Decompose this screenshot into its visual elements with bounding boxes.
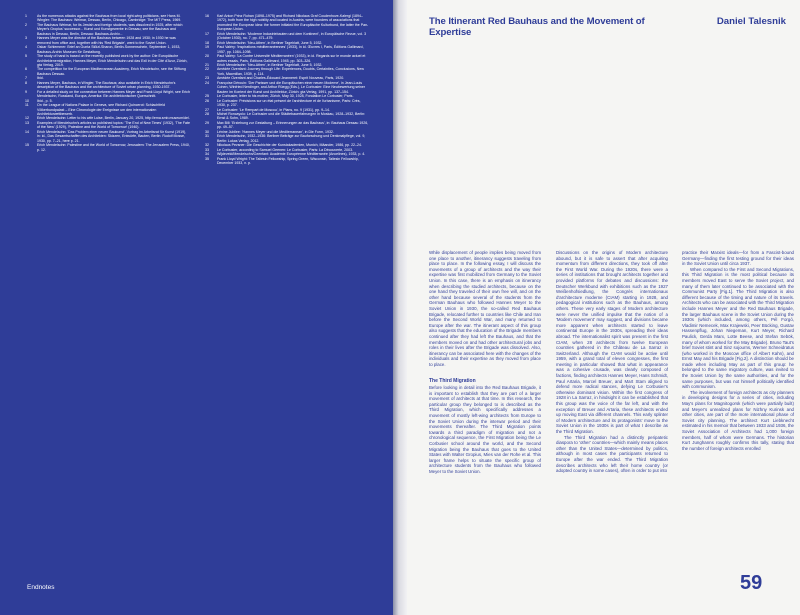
- endnote-number: 31: [205, 134, 209, 139]
- endnote-item: [205, 32, 370, 41]
- endnote-text: Paul Valéry: 'Inspirations méditerranéennes' (1933), in id. Œuvres I, Paris, Éditions Gallimard, 1957, pp. 1084–1098.: [217, 45, 364, 54]
- body-paragraph: While displacement of people implies being moved from one place to another, itinerancy suggests traveling from place to place. In the following essay, I will discuss the movements of a group of architects and the way their expertise was first mobilized from Germany to the Soviet Union. In this case, there is an emphasis on itinerancy when describing the studied architects, because on the one hand they traveled of their own free will, and on the other hand because several of the students from the German Bauhaus who followed Hannes Meyer to the Soviet Union in 1930, the so-called Red Bauhaus Brigade, relocated further to countries like Chile and Iran before the Second World War, and many returned to Europe after the war. The itinerant aspect of this group also suggests that the education of the Brigade members continued after they had left the Bauhaus, and that the members moved on and had other architectural jobs and roles in their lives after the Brigade was dissolved. Also, itinerancy can be associated here with the changes of the individuals and their expertise as they moved from place to place.: [429, 250, 541, 367]
- endnote-number: 13: [25, 120, 29, 125]
- endnote-number: 11: [25, 103, 29, 108]
- endnote-text: On the League of Nations Palace in Geneva, see Richard Quincerot: Schlachtfeld Völkerbundpalast – Eine Chronologie der Ereignisse um den internationalen Architekturwettbewerb.: [37, 103, 165, 116]
- endnote-number: 20: [205, 54, 209, 59]
- endnote-item: [25, 121, 190, 130]
- endnote-text: Le Corbusier, letter to his mother, Zürich, May 30, 1928, Fondation Le Corbusier, Paris.: [217, 94, 354, 99]
- section-heading: The Third Migration: [429, 378, 476, 385]
- endnote-number: 12: [25, 116, 29, 121]
- endnote-text: For a detailed study on the connection between Hannes Meyer and Frank Lloyd Wright, see Erich Mendelsohn, Russland, Europa, Amerika: Ein architektonischer Querschnitt.: [37, 89, 190, 99]
- endnote-item: [25, 45, 190, 54]
- endnote-item: [25, 54, 190, 67]
- endnote-item: [205, 134, 370, 143]
- article-title: The Itinerant Red Bauhaus and the Movement of Expertise: [429, 16, 645, 39]
- endnote-item: [205, 67, 370, 76]
- endnote-number: 33: [205, 147, 209, 152]
- endnotes-page: [0, 0, 393, 615]
- endnote-text: Erich Mendelsohn: 'Moderne Industriebauten und dem Kontinent', in Europäische Revue, vol. 3 (October 1930), no. 7, pp. 471–479.: [217, 31, 367, 41]
- endnote-number: 23: [205, 76, 209, 81]
- endnote-text: Wijdeveld/Mendelsohn/Ozenfant: Académie Européenne Méditerranée (Ancelines), 1933, p. 4.: [217, 152, 366, 157]
- endnote-text: The competition for the European Mediterranean Academy, Erich Mendelsohn, see the Stiftung Bauhaus Dessau.: [37, 67, 186, 76]
- endnote-item: [25, 14, 190, 23]
- endnotes-footer-label: Endnotes: [27, 584, 55, 591]
- endnote-text: Ibid., p. 5.: [37, 98, 53, 103]
- body-paragraph: The involvement of foreign architects as city planners in developing designs for a series of cities, including May's plans for Magnitogorsk (which were partially built) and Meyer's unrealized plans for Nizhny Kurinsk and other cities, are part of the more international phase of Soviet city planning. The architect Kurt Liebknecht estimated in his memoir that between 1933 and 1936, the Soviet Association of Architects had 1,000 foreign members, half of whom were Germans. The historian Kurt Junghanns roughly confirms this tally, stating that the number of foreign architects enrolled: [682, 389, 794, 451]
- endnote-number: 18: [205, 40, 209, 45]
- endnote-item: [25, 23, 190, 36]
- endnote-text: Nikolaus Pevsner: Die Geschichte der Kunstakademien, Munich, Mäander, 1986, pp. 22–24.: [217, 143, 362, 148]
- endnote-number: 14: [25, 129, 29, 134]
- endnote-number: 5: [25, 54, 27, 59]
- endnote-number: 16: [205, 14, 209, 18]
- endnote-text: Max Bill: 'Erziehung zur Gestaltung – Erinnerungen an das Bauhaus', in: Bauhaus Dessau 1926, pp. 49–57.: [217, 120, 369, 130]
- endnote-text: Michel Roncayolo: Le Corbusier und die Städtebauerfahrungen in Moskau, 1928–1932, Berlin: Ernst & Sohn, 1989.: [217, 111, 366, 121]
- endnote-text: Erich Mendelsohn: 'Das Problem einer neuen Baukunst', Vortrag im Arbeitsrat für Kunst (1919), in: id., Das Gesamtschaffen des Architekten: Skizzen, Entwürfe, Bauten, Berlin: Rudolf Mosse, 1930, pp. 7–21, here p. 21.: [37, 129, 187, 143]
- endnote-text: Frank Lloyd Wright: The Taliesin Fellowship, Spring Green, Wisconsin, Taliesin Fellowship, December 1933, n. p.: [217, 156, 359, 165]
- body-paragraph: practice their Marxist ideals—for from a Fascist-bound Germany—finding the first testing ground for their ideas in the Soviet Union until circa 1937.: [682, 250, 794, 267]
- article-author: Daniel Talesnik: [716, 16, 786, 27]
- endnote-number: 1: [25, 14, 27, 18]
- endnote-number: 24: [205, 80, 209, 85]
- endnote-item: [205, 112, 370, 121]
- endnote-text: Erich Mendelsohn: 'Neu-Athen', in Berliner Tageblatt, June 5, 1932.: [217, 62, 323, 67]
- endnote-text: The study of hand is based on the recently published work by the author: Die Europäische Architektenemigration, Hannes Meyer, Erich Mendelsohn und das Exil in der Cité d'Azur, Zürich, gta Verlag, 2019.: [37, 54, 188, 67]
- endnote-text: Paul Valéry: 'La Contre Université Méditerranéen' (1933), in id. Regards sur le monde actuel et autres essais, Paris, Éditions Gallimard, 1945, pp. 303–326.: [217, 54, 366, 63]
- endnote-number: 9: [25, 89, 27, 94]
- endnote-number: 4: [25, 45, 27, 50]
- endnote-item: [25, 81, 190, 90]
- article-column-2: [556, 250, 668, 474]
- endnote-number: 22: [205, 67, 209, 72]
- endnote-number: 6: [25, 67, 27, 72]
- section-paragraphs: [429, 385, 541, 475]
- endnote-text: Le Corbusier: 'Le Rempart de Moscou', in Plans, no. 9 (1931), pp. 9–14.: [217, 107, 330, 112]
- body-paragraph: The Third Migration had a distinctly peripatetic diaspora to 'other' countries—which mainly means places other than the United States—determined by politics, although in most cases the participants returned to Europe after the war ended. The Third Migration describes architects who left their home country (or adopted country in some cases), often in order to put into: [556, 434, 668, 474]
- body-paragraph: When compared to the First and Second Migrations, this Third Migration is the most political because its members moved East to serve the Soviet project, and many of them later continued to be associated with the Communist Party [Fig.1]. The Third Migration is also different because of the timing and nature of its travels. Architects who can be associated with the Third Migration include Hannes Meyer and the Red Bauhaus Brigade, the larger Bauhaus scene in the Soviet Union during the 1930s (which included, among others, Pél Forgó, Vladimir Nemecek, Max Krajewski, Peer Bücking, Gustav Hassenpflug, Johan Niegeman, Kurt Meyer, Richard Paulick, Gerda Marx, Lotte Beese, and Stefan Sebök, many of whom worked for the May Brigade). Bruno Taut's brief Soviet stint and Sinz sojourns, Werner Schneidratus (who worked in the Moscow office of Albert Kahn), and Ernst May and his Brigade [Fig.2]. A distinction should be made when including May as part of this group: he belonged to the same migratory culture, was invited to the Soviet Union by the same authorities, and for the same purposes, but was not himself politically identified with communism.: [682, 266, 794, 390]
- endnote-item: [25, 36, 190, 45]
- endnote-item: [205, 45, 370, 54]
- endnote-item: [25, 130, 190, 143]
- endnote-number: 8: [25, 80, 27, 85]
- body-paragraph: Before looking in detail into the Red Bauhaus Brigade, it is important to establish that they are part of a larger movement of architects at that time. In this research, the particular group they belonged to is described as the Third Migration, which specifically addresses a movement of mostly left-wing architects from Europe to the Soviet Union during the interwar period and their movements thereafter. The Third Migration points towards a third paradigm of migration and not a chronological sequence, the First Migration being the Le Corbusier school around the world, and the Second Migration being the Bauhaus that goes to the United States with Walter Gropius, Mies van der Rohe et al. This larger frame helps to situate the specific group of architecture students from the Bauhaus who followed Meyer to the Soviet Union.: [429, 385, 541, 474]
- endnotes-column-1: [25, 14, 190, 152]
- endnote-item: [205, 99, 370, 108]
- endnote-number: 2: [25, 22, 27, 27]
- endnote-text: Amédée Ozenfant: Journey through Life: Experiences, Doubts, Certainties, Conclusions, New York, Macmillan, 1939, p. 114.: [217, 67, 364, 76]
- endnote-text: Le Corbusier: Précisions sur un état présent de l'architecture et de l'urbanisme, Paris: Crès, 1930, p. 237.: [217, 98, 361, 108]
- endnote-text: As the numerous attacks against the Bauhaus from local right-wing politicians, see Hans M. Wingler: The Bauhaus: Weimar, Dessau, Berlin, Chicago, Cambridge: The MIT Press, 1969.: [37, 14, 182, 23]
- body-paragraph: Discussions on the origins of Modern architecture abound, but it is safe to assert that after acquiring momentum from different directions, they took off after the First World War. During the 1920s, there were a series of institutions that brought architects together and provided platforms for debates and discussions: the Deutscher Werkbund with exhibitions such as the 1927 Weißenhofsiedlung, the Congrès internationaux d'architecture moderne (CIAM) starting in 1928, and pedagogical institutions such as the Bauhaus, among others. These very early stages of Modern architecture were never the unified impulse that the notion of a 'Modern movement' may suggest, and divisions became more apparent when architects started to leave continental Europe in the 1930s, spreading their ideas abroad. The internationalist spirit was present in the first CIAM, when 28 architects from twelve European countries gathered in the Château de La Sarraz in Switzerland. Although the CIAM would be active until 1959, with a grand total of eleven congresses, the first meeting in particular showed that what in appearance was a cohesive crusade, was clearly composed of factions, finding architects Hannes Meyer, Hans Schmidt, Paul Artaria, Marcel Breuer, and Mart Stam aligned to defend more radical stances, defying Le Corbusier's otherwise dominant vision. Within the first congress of 1928 in La Sarraz, in hindsight it can be established that this group was the voice of the far left, and with the exception of Breuer and Artaria, these architects ended up moving East via different channels. This early splinter of Modern architecture and its protagonists' move to the Soviet Union in the 1930s is part of what I describe as the Third Migration.: [556, 250, 668, 434]
- endnote-number: 3: [25, 36, 27, 41]
- endnote-number: 35: [205, 156, 209, 161]
- endnote-number: 27: [205, 107, 209, 112]
- article-page: [407, 0, 800, 615]
- endnote-item: [25, 67, 190, 76]
- endnote-number: 28: [205, 111, 209, 116]
- article-column-1: [429, 250, 541, 475]
- page-number: 59: [740, 572, 763, 594]
- endnote-text: Françoise Dérouin: 'Der Parisser und die Europäischen einer neuen Moderne', in Jean-Louis Cohen, Winfried Nerdinger, and Arthur Rüegg (Eds.), Le Corbusier: Eine Neubewertung seiner Bauten im Kontext der Kunst und Architektur, Zürich: gta Verlag, 1991, pp. 137–154.: [217, 80, 366, 94]
- book-gutter: [393, 0, 407, 615]
- endnote-item: [25, 143, 190, 152]
- endnote-text: Examples of Mendelsohn's articles so published topics: 'The End of New Times' (1932), 'The Fate of the New' (1929), 'Palestine and the World of Tomorrow' (1940).: [37, 120, 190, 130]
- endnote-item: [25, 103, 190, 116]
- endnote-number: 26: [205, 98, 209, 103]
- endnote-item: [205, 81, 370, 94]
- endnote-number: 34: [205, 152, 209, 157]
- endnote-text: Erich Mendelsohn: 'Neu-Athen', in Berliner Tageblatt, June 5, 1932.: [217, 40, 323, 45]
- endnote-text: Hannes Meyer, Bauhaus, in Wingler, The Bauhaus; also available in Erich Mendelsohn's description of the Bauhaus and the architecture of Soviet urban planning, 1930-1937.: [37, 80, 176, 90]
- endnote-number: 30: [205, 129, 209, 134]
- endnote-text: Le Corbusier, according to Samuel Geenen: Le Corbusier, Paris: La Découverte, 2003.: [217, 147, 354, 152]
- endnote-number: 29: [205, 120, 209, 125]
- endnote-text: Erich Mendelsohn: Letter to his wife Luise, Berlin, January 20, 1925, http://ema.smb.museum/de/.: [37, 116, 190, 121]
- endnote-item: [205, 54, 370, 63]
- endnote-item: [205, 121, 370, 130]
- endnotes-column-2: [205, 14, 370, 165]
- article-column-3: [682, 250, 794, 451]
- endnote-item: [205, 14, 370, 32]
- endnote-text: Ibid.: [37, 76, 44, 81]
- endnote-text: Oskar Schlemmer: Brief an Gunta Stölzl-Sharon, Berlin-Sonnenschein, September 1, 1933, Bauhaus-Archiv Museum für Gestaltung.: [37, 45, 181, 54]
- endnote-text: Hannes Meyer was the director of the Bauhaus between 1928 and 1930; in 1930 he was removed from office and, together with his 'Red Brigade', went to the Soviet Union.: [37, 36, 176, 45]
- endnote-number: 21: [205, 62, 209, 67]
- endnote-item: [205, 157, 370, 166]
- endnote-number: 15: [25, 143, 29, 148]
- endnote-item: [25, 90, 190, 99]
- endnote-text: Amédée Ozenfant and Charles-Édouard Jeanneret: Esprit Nouveau, Paris, 1920.: [217, 76, 345, 81]
- endnote-number: 7: [25, 76, 27, 81]
- endnote-text: Karl Anton Prinz Rohan (1898–1975) and Richard Nikolaus Graf Coudenhove-Kalergi (1894–1972), both from the high nobility and located in Austria, were founders of associations that promoted the European idea: the former initiated the Europäische Kulturbund, the latter the Pan-European Union.: [217, 14, 369, 32]
- endnote-number: 10: [25, 98, 29, 103]
- endnote-number: 17: [205, 31, 209, 36]
- endnote-text: Lénine Jubilee: 'Hannes Meyer und die Mediterranean', in Die Form, 1932.: [217, 129, 334, 134]
- endnote-text: The Bauhaus Weimar, for its Jewish and foreign students, was dissolved in 1925, after which Meyer's Gropius' successor... Kunst und Kunstgewerbe in Dessau; see the Bauhaus and Bauhaus in Dessau, Berlin, Dessau: Bauhaus-Archiv...: [37, 22, 183, 36]
- endnote-number: 25: [205, 94, 209, 99]
- endnote-number: 32: [205, 143, 209, 148]
- endnote-number: 19: [205, 45, 209, 50]
- endnote-text: Erich Mendelsohn: Palestine and the World of Tomorrow, Jerusalem: The Jerusalem Press, 1940, p. 12.: [37, 143, 190, 152]
- intro-paragraphs: [429, 250, 541, 367]
- endnote-text: Erich Mendelsohn, 1932–1936: Berliner Beiträge zur Bauforschung und Denkmalpflege, vol. 9, Berlin: Lukas Verlag, 2012.: [217, 134, 366, 143]
